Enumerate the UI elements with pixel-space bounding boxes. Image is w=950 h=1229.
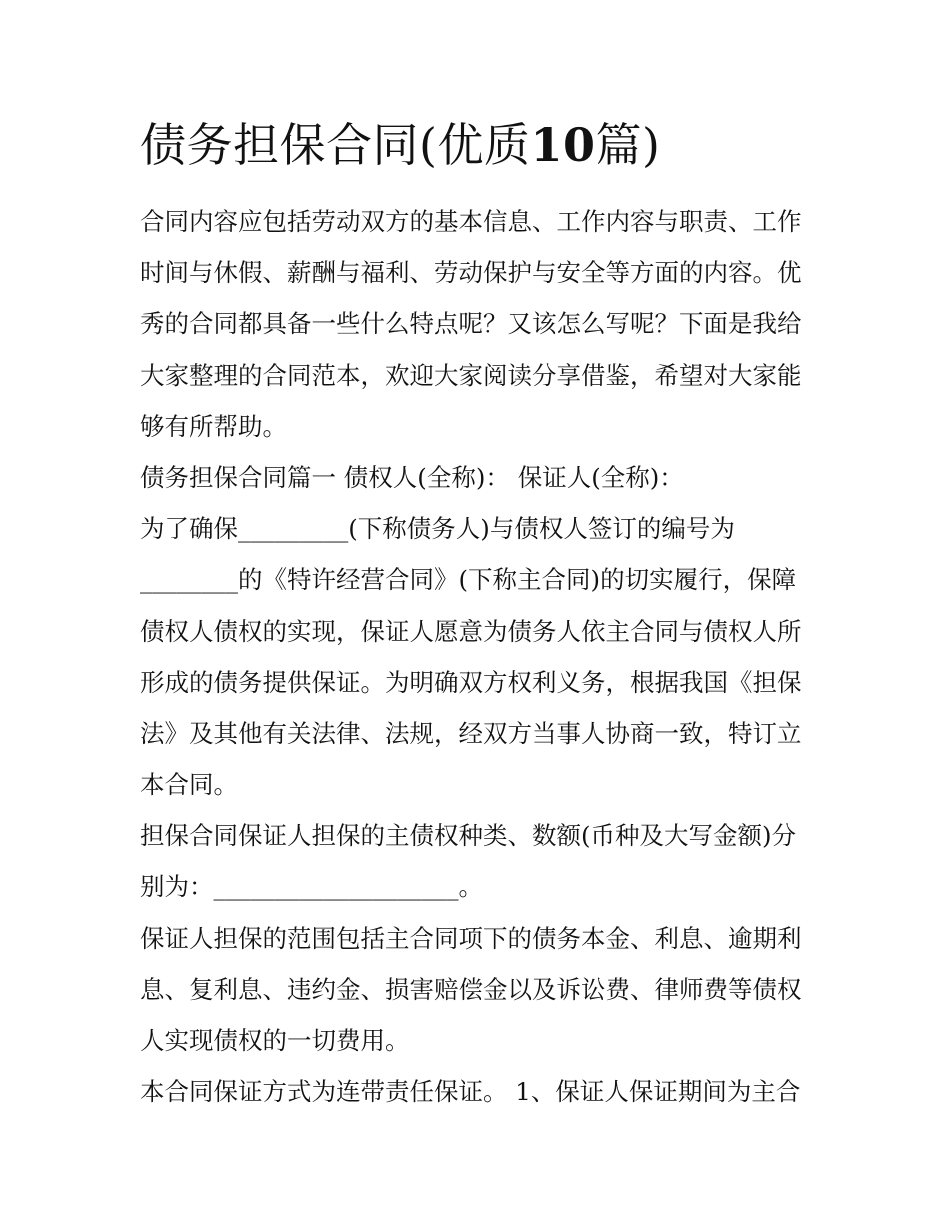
text-line: 人实现债权的一切费用。: [140, 1026, 410, 1055]
text-line: 保证人担保的范围包括主合同项下的债务本金、利息、逾期利: [140, 923, 802, 953]
text-line: 别为：____________________。: [140, 872, 483, 902]
title-suffix: 篇): [595, 118, 661, 172]
text-line: 合同内容应包括劳动双方的基本信息、工作内容与职责、工作: [140, 207, 802, 236]
text-line: 秀的合同都具备一些什么特点呢？又该怎么写呢？下面是我给: [140, 309, 802, 339]
text-line: 为了确保_________(下称债务人)与债权人签订的编号为: [140, 514, 735, 544]
text-line: 大家整理的合同范本，欢迎大家阅读分享借鉴，希望对大家能: [140, 360, 802, 390]
text-line: 形成的债务提供保证。为明确双方权利义务，根据我国《担保: [140, 667, 802, 697]
text-line: 本合同保证方式为连带责任保证。 1、保证人保证期间为主合: [140, 1077, 801, 1107]
text-line: 担保合同保证人担保的主债权种类、数额(币种及大写金额)分: [140, 821, 797, 851]
title-number: 10: [530, 118, 596, 172]
text-line: 息、复利息、违约金、损害赔偿金以及诉讼费、律师费等债权: [140, 974, 802, 1004]
text-line: 够有所帮助。: [140, 411, 287, 441]
text-line: 债权人债权的实现，保证人愿意为债务人依主合同与债权人所: [140, 616, 802, 646]
text-line: ________的《特许经营合同》(下称主合同)的切实履行，保障: [140, 565, 797, 595]
text-line: 法》及其他有关法律、法规，经双方当事人协商一致，特订立: [140, 718, 802, 748]
text-line: 本合同。: [140, 770, 238, 800]
document-title: [140, 112, 660, 178]
text-line: 债务担保合同篇一 债权人(全称)： 保证人(全称)：: [140, 462, 684, 492]
document-body: [140, 196, 812, 1117]
text-line: 时间与休假、薪酬与福利、劳动保护与安全等方面的内容。优: [140, 258, 802, 288]
title-text: 债务担保合同(优质: [140, 118, 531, 172]
